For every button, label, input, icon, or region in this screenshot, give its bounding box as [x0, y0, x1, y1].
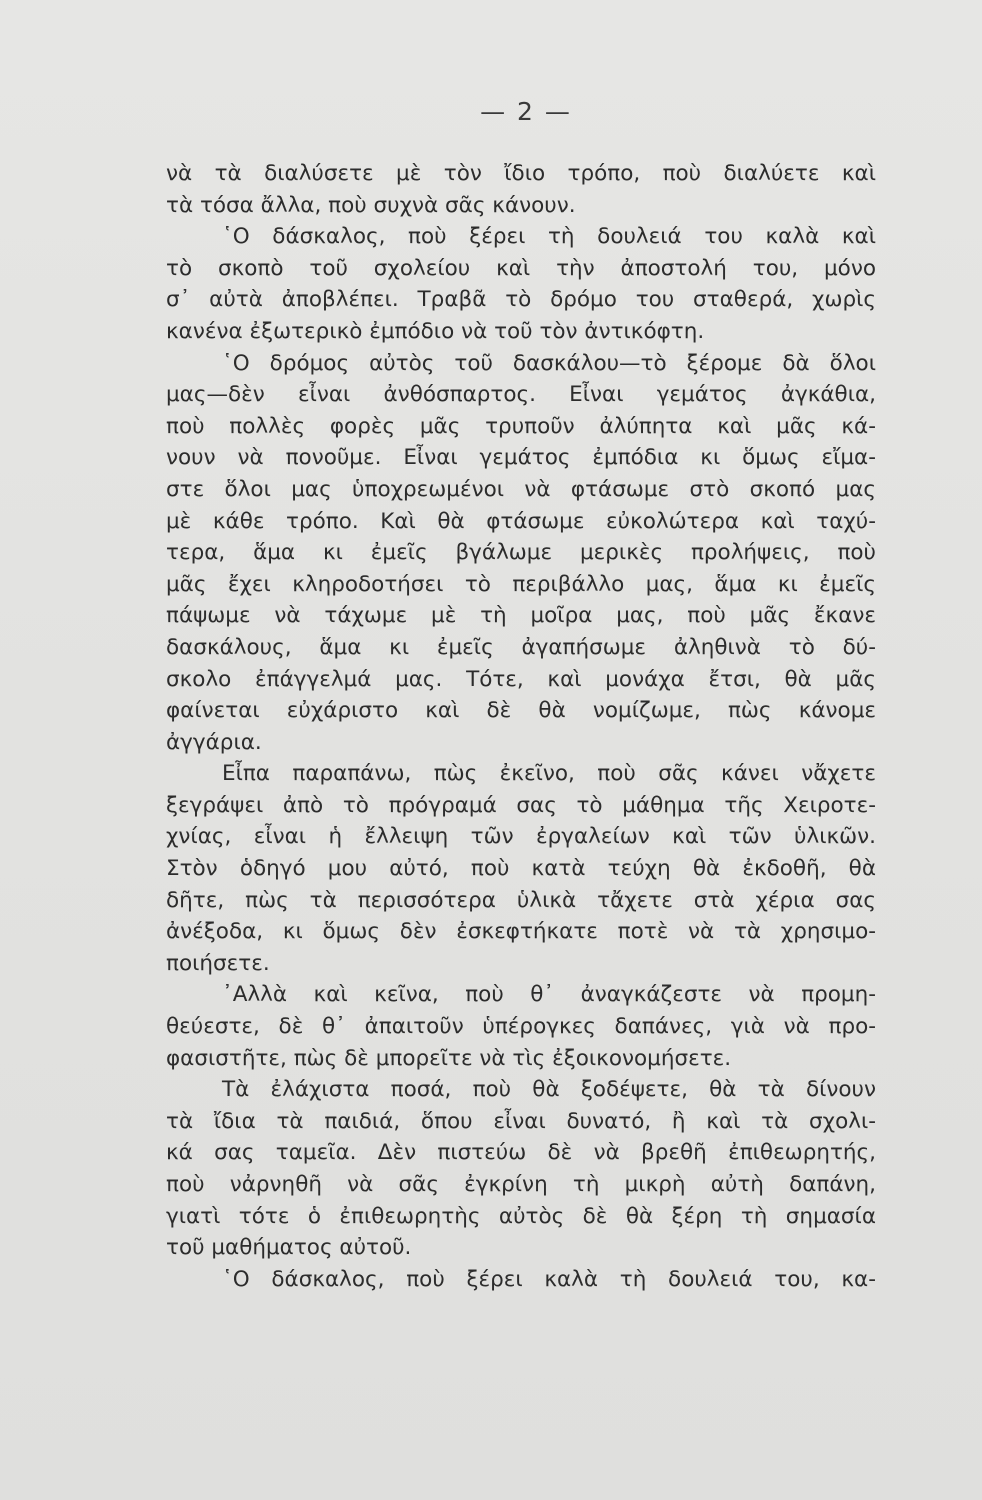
text-line: κά σας ταμεῖα. Δὲν πιστεύω δὲ νὰ βρεθῆ ἐπιθεωρητής,: [166, 1140, 876, 1166]
text-line: ῾Ο δρόμος αὐτὸς τοῦ δασκάλου—τὸ ξέρομε δὰ ὅλοι: [222, 350, 876, 376]
text-line: τὸ σκοπὸ τοῦ σχολείου καὶ τὴν ἀποστολή του, μόνο: [166, 255, 876, 281]
text-line: χνίας, εἶναι ἡ ἔλλειψη τῶν ἐργαλείων καὶ τῶν ὑλικῶν.: [166, 824, 876, 850]
text-line: τὰ ἴδια τὰ παιδιά, ὅπου εἶναι δυνατό, ἢ καὶ τὰ σχολι-: [166, 1108, 876, 1134]
text-line: νουν νὰ πονοῦμε. Εἶναι γεμάτος ἐμπόδια κι ὅμως εἴμα-: [166, 445, 876, 471]
text-line: δασκάλους, ἅμα κι ἐμεῖς ἀγαπήσωμε ἀληθινὰ τὸ δύ-: [166, 634, 876, 660]
text-line: θεύεστε, δὲ θ᾽ ἀπαιτοῦν ὑπέρογκες δαπάνες, γιὰ νὰ προ-: [166, 1014, 876, 1040]
text-line: ῾Ο δάσκαλος, ποὺ ξέρει τὴ δουλειά του καλὰ καὶ: [222, 224, 876, 250]
text-line: μας—δὲν εἶναι ἀνθόσπαρτος. Εἶναι γεμάτος ἀγκάθια,: [166, 382, 876, 408]
text-line: ἀγγάρια.: [166, 729, 262, 755]
text-line: τὰ τόσα ἄλλα, ποὺ συχνὰ σᾶς κάνουν.: [166, 192, 576, 218]
text-line: ῾Ο δάσκαλος, ποὺ ξέρει καλὰ τὴ δουλειά του, κα-: [222, 1266, 876, 1292]
text-line: τοῦ μαθήματος αὐτοῦ.: [166, 1235, 412, 1261]
text-line: Εἶπα παραπάνω, πὼς ἐκεῖνο, ποὺ σᾶς κάνει νἄχετε: [222, 761, 876, 787]
text-line: γιατὶ τότε ὁ ἐπιθεωρητὴς αὐτὸς δὲ θὰ ξέρη τὴ σημασία: [166, 1203, 876, 1229]
text-line: ξεγράψει ἀπὸ τὸ πρόγραμά σας τὸ μάθημα τῆς Χειροτε-: [166, 792, 876, 818]
text-line: ᾿Αλλὰ καὶ κεῖνα, ποὺ θ᾽ ἀναγκάζεστε νὰ προμη-: [222, 982, 876, 1008]
text-line: Τὰ ἐλάχιστα ποσά, ποὺ θὰ ξοδέψετε, θὰ τὰ δίνουν: [222, 1077, 876, 1103]
text-line: ποὺ νἀρνηθῆ νὰ σᾶς ἐγκρίνη τὴ μικρὴ αὐτὴ δαπάνη,: [166, 1172, 876, 1197]
text-line: φασιστῆτε, πὼς δὲ μπορεῖτε νὰ τὶς ἐξοικονομήσετε.: [166, 1045, 732, 1071]
text-line: σ᾽ αὐτὰ ἀποβλέπει. Τραβᾶ τὸ δρόμο του σταθερά, χωρὶς: [166, 287, 876, 313]
text-line: μὲ κάθε τρόπο. Καὶ θὰ φτάσωμε εὐκολώτερα καὶ ταχύ-: [166, 508, 876, 534]
text-line: φαίνεται εὐχάριστο καὶ δὲ θὰ νομίζωμε, πὼς κάνομε: [166, 698, 876, 724]
text-line: δῆτε, πὼς τὰ περισσότερα ὑλικὰ τἄχετε στὰ χέρια σας: [166, 887, 876, 913]
text-line: πάψωμε νὰ τάχωμε μὲ τὴ μοῖρα μας, ποὺ μᾶς ἔκανε: [166, 603, 876, 629]
body-text: [166, 158, 876, 1295]
text-line: ποιήσετε.: [166, 950, 270, 976]
text-line: τερα, ἅμα κι ἐμεῖς βγάλωμε μερικὲς προλήψεις, ποὺ: [166, 540, 876, 566]
text-line: κανένα ἐξωτερικὸ ἐμπόδιο νὰ τοῦ τὸν ἀντικόφτη.: [166, 318, 705, 344]
page-number: — 2 —: [480, 97, 572, 126]
text-line: στε ὅλοι μας ὑποχρεωμένοι νὰ φτάσωμε στὸ σκοπό μας: [166, 476, 876, 502]
text-line: μᾶς ἔχει κληροδοτήσει τὸ περιβάλλο μας, ἅμα κι ἐμεῖς: [166, 571, 876, 597]
text-line: σκολο ἐπάγγελμά μας. Τότε, καὶ μονάχα ἔτσι, θὰ μᾶς: [166, 666, 876, 692]
text-line: ποὺ πολλὲς φορὲς μᾶς τρυποῦν ἀλύπητα καὶ μᾶς κά-: [166, 413, 876, 439]
text-line: Στὸν ὁδηγό μου αὐτό, ποὺ κατὰ τεύχη θὰ ἐκδοθῆ, θὰ: [166, 856, 876, 882]
text-line: ἀνέξοδα, κι ὅμως δὲν ἐσκεφτήκατε ποτὲ νὰ τὰ χρησιμο-: [166, 919, 876, 945]
text-line: νὰ τὰ διαλύσετε μὲ τὸν ἴδιο τρόπο, ποὺ διαλύετε καὶ: [166, 161, 876, 186]
